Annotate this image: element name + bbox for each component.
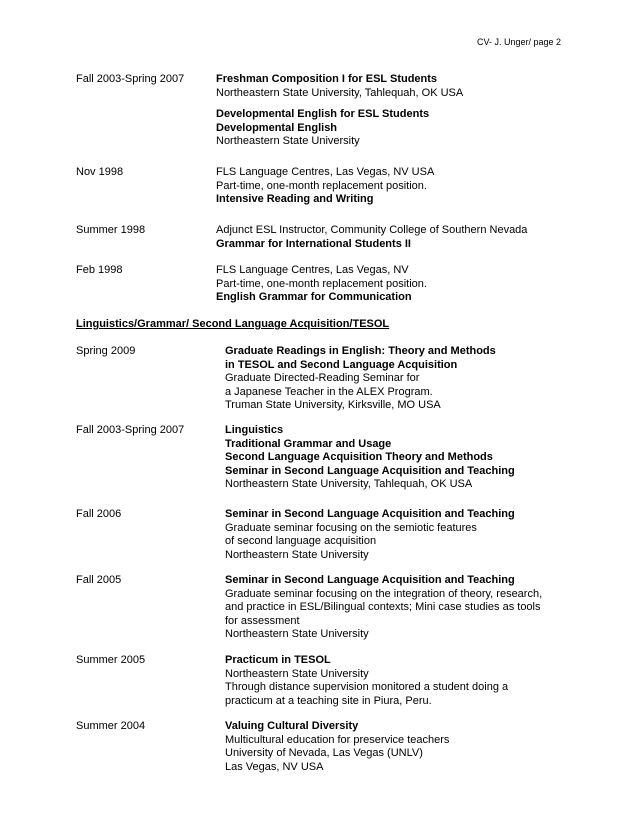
entry-detail: for assessment	[225, 614, 300, 627]
page-header: CV- J. Unger/ page 2	[476, 37, 561, 47]
entry-detail: Northeastern State University	[225, 548, 369, 561]
course-title: Developmental English	[216, 121, 338, 134]
entry-date: Fall 2003-Spring 2007	[76, 424, 185, 436]
entry-detail: practicum at a teaching site in Piura, Peru.	[225, 694, 432, 707]
entry-body	[225, 720, 449, 774]
course-title: in TESOL and Second Language Acquisition	[225, 358, 458, 371]
entry-body	[225, 508, 515, 562]
course-title: Freshman Composition I for ESL Students	[216, 73, 438, 85]
entry-detail: Northeastern State University, Tahlequah, OK USA	[225, 478, 473, 490]
course-title: Practicum in TESOL	[225, 654, 331, 666]
entry-body	[216, 73, 463, 149]
entry-date: Feb 1998	[76, 264, 123, 276]
entry-date: Summer 2004	[76, 720, 146, 732]
course-title: Seminar in Second Language Acquisition and Teaching	[225, 464, 515, 477]
entry-detail: Northeastern State University, Tahlequah, OK USA	[216, 86, 464, 99]
entry-detail: Truman State University, Kirksville, MO USA	[225, 399, 441, 411]
course-title: Intensive Reading and Writing	[216, 193, 374, 205]
entry-detail: Graduate seminar focusing on the integration of theory, research,	[225, 587, 543, 600]
course-title: Seminar in Second Language Acquisition and Teaching	[225, 574, 515, 586]
entry-detail: Northeastern State University	[216, 135, 360, 147]
course-title: Valuing Cultural Diversity	[225, 720, 359, 732]
entry-detail: Northeastern State University	[225, 667, 369, 680]
entry-detail: Multicultural education for preservice teachers	[225, 733, 450, 746]
section-heading: Linguistics/Grammar/ Second Language Acquisition/TESOL	[76, 318, 390, 330]
entry-detail: FLS Language Centres, Las Vegas, NV USA	[216, 166, 435, 178]
entry-body	[216, 264, 427, 305]
course-title: Grammar for International Students II	[216, 237, 411, 250]
entry-detail: Graduate seminar focusing on the semiotic features	[225, 521, 477, 534]
course-title: Developmental English for ESL Students	[216, 108, 430, 120]
entry-body	[216, 166, 434, 207]
entry-detail: of second language acquisition	[225, 535, 377, 547]
entry-detail: FLS Language Centres, Las Vegas, NV	[216, 264, 409, 276]
group-spacer	[216, 100, 463, 108]
course-title: Graduate Readings in English: Theory and Methods	[225, 345, 496, 357]
entry-date: Spring 2009	[76, 345, 136, 357]
entry-detail: a Japanese Teacher in the ALEX Program.	[225, 385, 433, 398]
entry-detail: University of Nevada, Las Vegas (UNLV)	[225, 747, 423, 759]
entry-detail: Graduate Directed-Reading Seminar for	[225, 372, 420, 384]
entry-detail: Las Vegas, NV USA	[225, 760, 324, 773]
entry-detail: Through distance supervision monitored a student doing a	[225, 681, 509, 693]
course-title: Second Language Acquisition Theory and Methods	[225, 451, 493, 463]
entry-body	[225, 424, 515, 492]
entry-body	[225, 345, 496, 413]
entry-date: Fall 2005	[76, 574, 122, 586]
entry-date: Fall 2006	[76, 508, 122, 520]
entry-detail: Part-time, one-month replacement position.	[216, 277, 427, 290]
course-title: Linguistics	[225, 424, 284, 436]
entry-detail: Part-time, one-month replacement position.	[216, 179, 427, 192]
course-title: Traditional Grammar and Usage	[225, 437, 392, 450]
course-title: English Grammar for Communication	[216, 291, 412, 303]
entry-detail: Adjunct ESL Instructor, Community College of Southern Nevada	[216, 224, 528, 236]
entry-detail: Northeastern State University	[225, 628, 369, 640]
entry-detail: and practice in ESL/Bilingual contexts; Mini case studies as tools	[225, 601, 541, 613]
entry-date: Fall 2003-Spring 2007	[76, 73, 185, 85]
entry-date: Nov 1998	[76, 166, 124, 178]
entry-date: Summer 1998	[76, 224, 146, 236]
course-title: Seminar in Second Language Acquisition and Teaching	[225, 508, 515, 520]
entry-body	[225, 654, 508, 708]
entry-body	[216, 224, 527, 251]
entry-body	[225, 574, 542, 642]
entry-date: Summer 2005	[76, 654, 146, 666]
